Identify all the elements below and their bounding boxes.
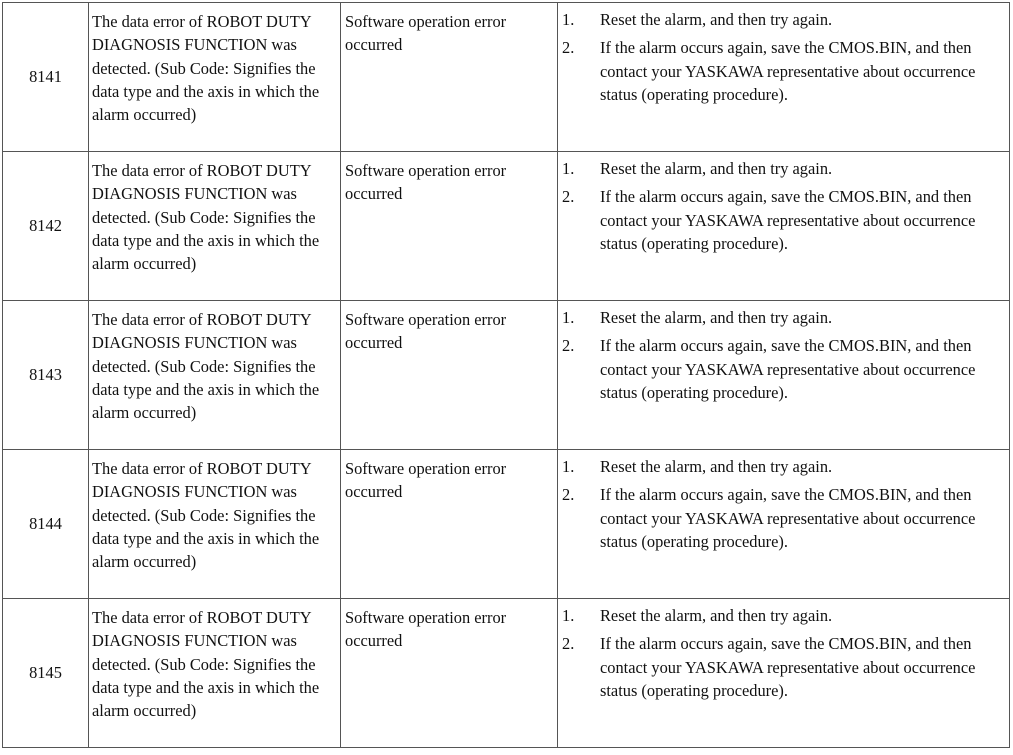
remedy-item: [560, 604, 1001, 627]
remedy-list: [560, 455, 1001, 553]
remedy-text: If the alarm occurs again, save the CMOS.BIN, and then contact your YASKAWA representative about occurrence status (operating procedure).: [600, 485, 976, 551]
remedy-number: 1.: [562, 457, 575, 476]
remedy-text: Reset the alarm, and then try again.: [600, 606, 833, 625]
remedy-number: 1.: [562, 10, 575, 29]
remedy-item: [560, 483, 1001, 553]
alarm-meaning-cell: The data error of ROBOT DUTY DIAGNOSIS FUNCTION was detected. (Sub Code: Signifies the data type and the axis in which the alarm occurred): [89, 3, 341, 152]
table-row: [3, 301, 1010, 450]
remedy-list: [560, 157, 1001, 255]
table-row: [3, 3, 1010, 152]
remedy-number: 2.: [562, 485, 575, 505]
remedy-item: [560, 334, 1001, 404]
remedy-text: If the alarm occurs again, save the CMOS.BIN, and then contact your YASKAWA representative about occurrence status (operating procedure).: [600, 187, 976, 253]
remedy-text: Reset the alarm, and then try again.: [600, 308, 833, 327]
alarm-code-cell: 8145: [3, 599, 89, 748]
remedy-item: [560, 632, 1001, 702]
alarm-remedy-cell: [558, 301, 1010, 450]
remedy-item: [560, 306, 1001, 329]
remedy-item: [560, 36, 1001, 106]
remedy-number: 2.: [562, 336, 575, 356]
alarm-table: [2, 2, 1010, 748]
alarm-cause-cell: Software operation error occurred: [341, 3, 558, 152]
alarm-meaning-cell: The data error of ROBOT DUTY DIAGNOSIS FUNCTION was detected. (Sub Code: Signifies the data type and the axis in which the alarm occurred): [89, 152, 341, 301]
alarm-meaning-cell: The data error of ROBOT DUTY DIAGNOSIS FUNCTION was detected. (Sub Code: Signifies the data type and the axis in which the alarm occurred): [89, 599, 341, 748]
remedy-number: 2.: [562, 187, 575, 207]
alarm-cause-cell: Software operation error occurred: [341, 450, 558, 599]
remedy-list: [560, 604, 1001, 702]
alarm-code-cell: 8141: [3, 3, 89, 152]
alarm-remedy-cell: [558, 450, 1010, 599]
alarm-remedy-cell: [558, 599, 1010, 748]
alarm-code-cell: 8144: [3, 450, 89, 599]
remedy-item: [560, 455, 1001, 478]
remedy-list: [560, 8, 1001, 106]
alarm-cause-cell: Software operation error occurred: [341, 599, 558, 748]
remedy-number: 2.: [562, 634, 575, 654]
remedy-item: [560, 185, 1001, 255]
alarm-cause-cell: Software operation error occurred: [341, 301, 558, 450]
remedy-number: 1.: [562, 606, 575, 625]
alarm-remedy-cell: [558, 3, 1010, 152]
remedy-text: If the alarm occurs again, save the CMOS.BIN, and then contact your YASKAWA representative about occurrence status (operating procedure).: [600, 38, 976, 104]
remedy-text: If the alarm occurs again, save the CMOS.BIN, and then contact your YASKAWA representative about occurrence status (operating procedure).: [600, 336, 976, 402]
table-row: [3, 450, 1010, 599]
remedy-number: 1.: [562, 308, 575, 327]
remedy-number: 2.: [562, 38, 575, 58]
alarm-code-cell: 8143: [3, 301, 89, 450]
remedy-text: If the alarm occurs again, save the CMOS.BIN, and then contact your YASKAWA representative about occurrence status (operating procedure).: [600, 634, 976, 700]
alarm-cause-cell: Software operation error occurred: [341, 152, 558, 301]
table-row: [3, 152, 1010, 301]
remedy-list: [560, 306, 1001, 404]
remedy-item: [560, 8, 1001, 31]
remedy-number: 1.: [562, 159, 575, 178]
alarm-meaning-cell: The data error of ROBOT DUTY DIAGNOSIS FUNCTION was detected. (Sub Code: Signifies the data type and the axis in which the alarm occurred): [89, 301, 341, 450]
alarm-remedy-cell: [558, 152, 1010, 301]
table-row: [3, 599, 1010, 748]
alarm-code-cell: 8142: [3, 152, 89, 301]
remedy-text: Reset the alarm, and then try again.: [600, 10, 833, 29]
alarm-meaning-cell: The data error of ROBOT DUTY DIAGNOSIS FUNCTION was detected. (Sub Code: Signifies the data type and the axis in which the alarm occurred): [89, 450, 341, 599]
remedy-item: [560, 157, 1001, 180]
remedy-text: Reset the alarm, and then try again.: [600, 159, 833, 178]
remedy-text: Reset the alarm, and then try again.: [600, 457, 833, 476]
